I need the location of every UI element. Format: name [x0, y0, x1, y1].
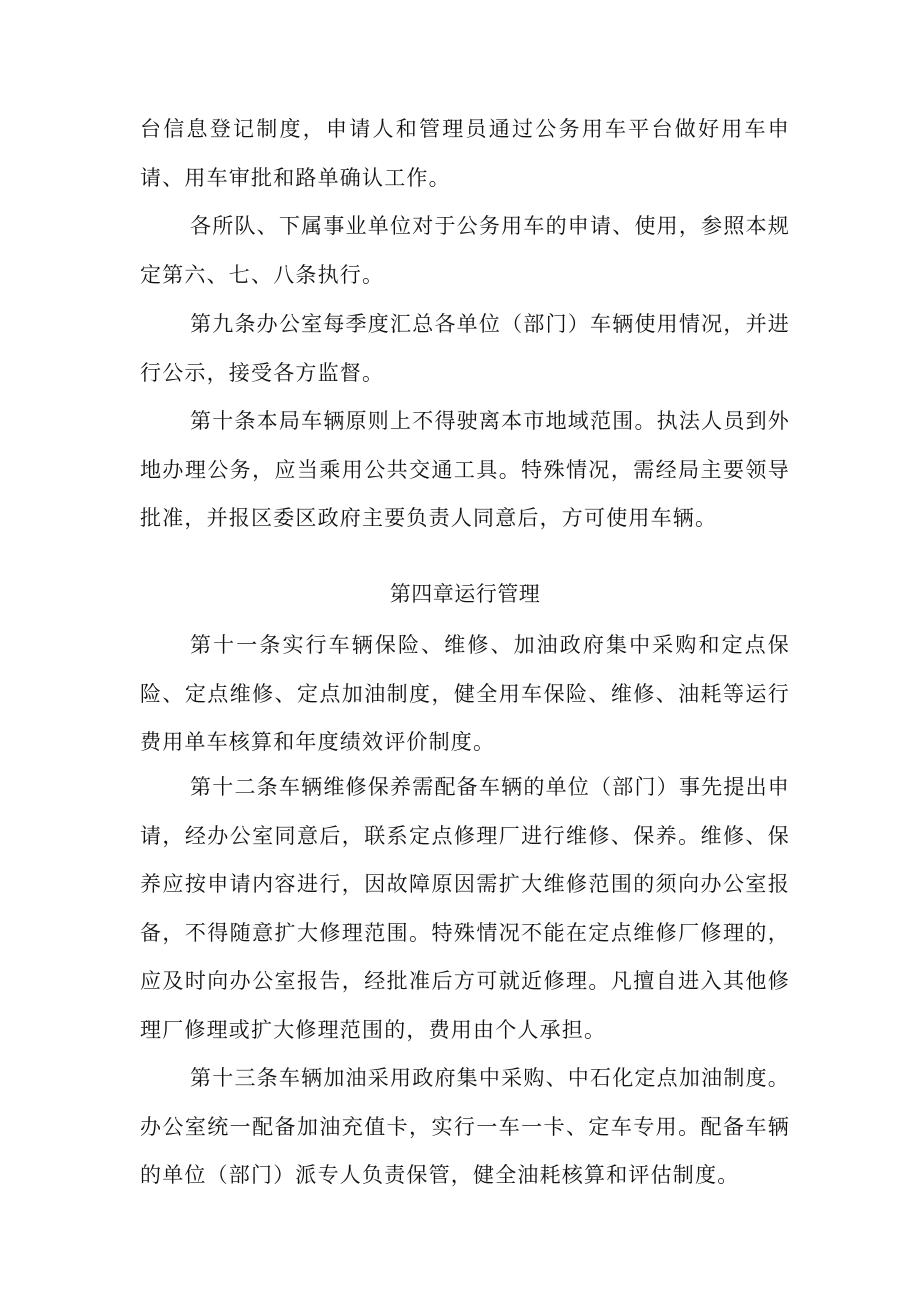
paragraph-article-12: 第十二条车辆维修保养需配备车辆的单位（部门）事先提出申请，经办公室同意后，联系定点修理厂进行维修、保养。维修、保养应按申请内容进行，因故障原因需扩大维修范围的须向办公室报备，不得随意扩大修理范围。特殊情况不能在定点维修厂修理的，应及时向办公室报告，经批准后方可就近修理。凡擅自进入其他修理厂修理或扩大修理范围的，费用由个人承担。	[140, 775, 790, 1042]
paragraph-article-9: 第九条办公室每季度汇总各单位（部门）车辆使用情况，并进行公示，接受各方监督。	[140, 312, 790, 385]
paragraph-article-13: 第十三条车辆加油采用政府集中采购、中石化定点加油制度。办公室统一配备加油充值卡，实行一车一卡、定车专用。配备车辆的单位（部门）派专人负责保管，健全油耗核算和评估制度。	[140, 1066, 790, 1187]
chapter-heading: 第四章运行管理	[389, 582, 541, 606]
paragraph-continuation: 台信息登记制度，申请人和管理员通过公务用车平台做好用车申请、用车审批和路单确认工作。	[140, 117, 790, 190]
paragraph-article-10: 第十条本局车辆原则上不得驶离本市地域范围。执法人员到外地办理公务，应当乘用公共交通工具。特殊情况，需经局主要领导批准，并报区委区政府主要负责人同意后，方可使用车辆。	[140, 409, 790, 530]
paragraph-units-reference: 各所队、下属事业单位对于公务用车的申请、使用，参照本规定第六、七、八条执行。	[140, 214, 790, 287]
paragraph-article-11: 第十一条实行车辆保险、维修、加油政府集中采购和定点保险、定点维修、定点加油制度，健全用车保险、维修、油耗等运行费用单车核算和年度绩效评价制度。	[140, 633, 790, 754]
